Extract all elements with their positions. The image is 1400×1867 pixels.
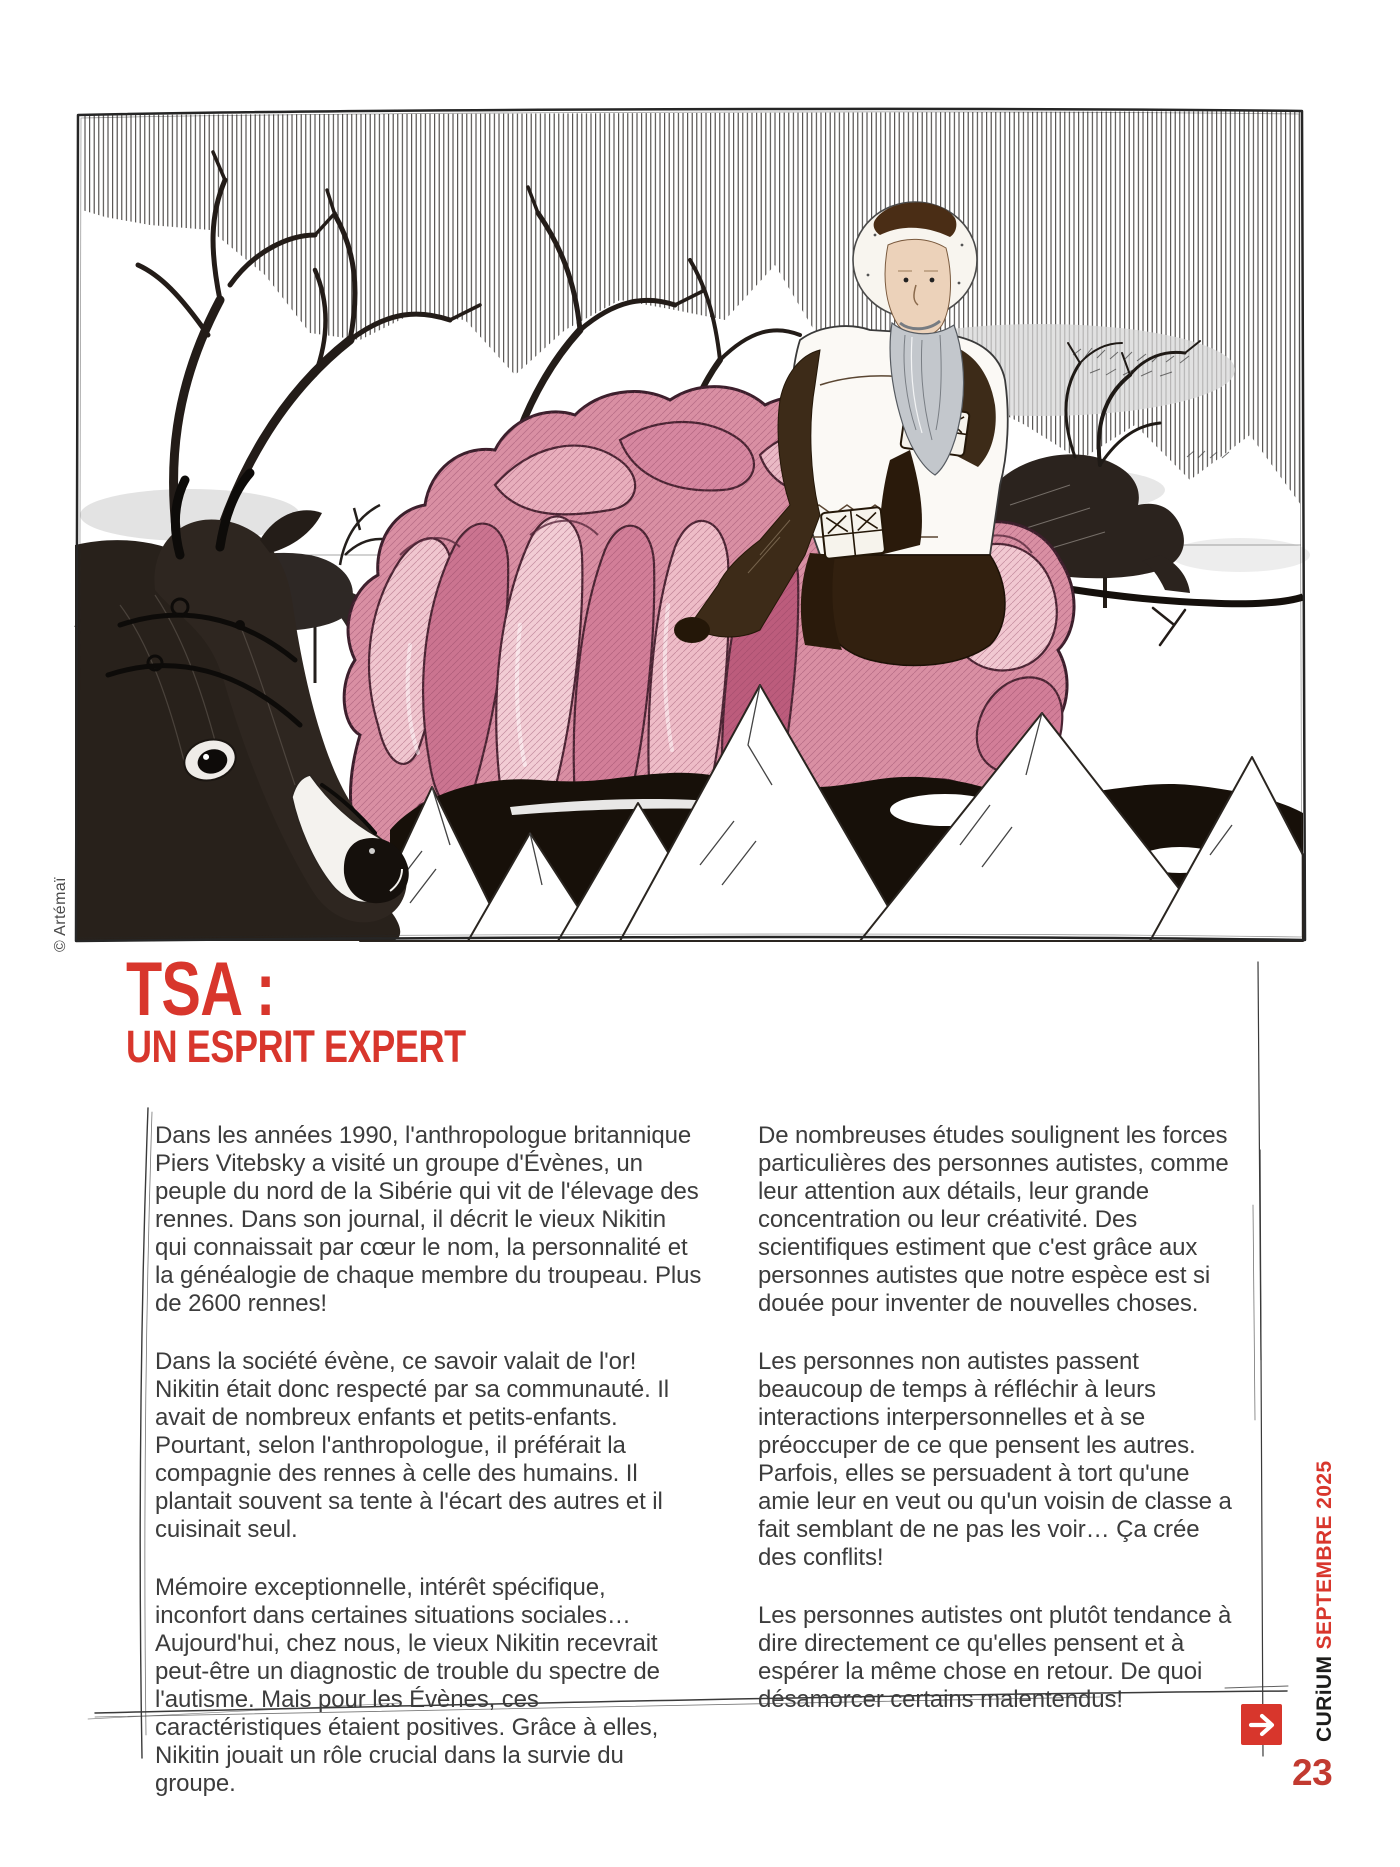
next-page-arrow-button[interactable] — [1241, 1704, 1282, 1745]
article-title-line2: UN ESPRIT EXPERT — [126, 1021, 466, 1072]
article-title-line1: TSA : — [126, 947, 275, 1032]
body-paragraph: Les personnes autistes ont plutôt tendance à dire directement ce qu'elles pensent et à espérer la même chose en retour. De quoi désamorcer certains malentendus! — [758, 1602, 1232, 1713]
footer-issue-date: SEPTEMBRE 2025 — [1313, 1460, 1336, 1650]
arrow-right-icon — [1248, 1713, 1276, 1737]
body-paragraph: Mémoire exceptionnelle, intérêt spécifique, inconfort dans certaines situations sociales… Aujourd'hui, chez nous, le vieux Nikitin recevrait peut-être un diagnostic de trouble du spectre de l'autisme. Mais pour les Évènes, ces caractéristiques étaient positives. Grâce à elles, Nikitin jouait un rôle crucial dans la survie du groupe. — [155, 1574, 660, 1797]
right-column — [758, 1122, 1242, 1744]
illustration-credit: © Artémaï — [52, 877, 69, 952]
footer-magazine-issue — [1313, 1461, 1337, 1742]
body-paragraph: Dans les années 1990, l'anthropologue britannique Piers Vitebsky a visité un groupe d'Évènes, un peuple du nord de la Sibérie qui vit de l'élevage des rennes. Dans son journal, il décrit le vieux Nikitin qui connaissait par cœur le nom, la personnalité et la généalogie de chaque membre du troupeau. Plus de 2600 rennes! — [155, 1122, 702, 1317]
illustration — [60, 85, 1320, 955]
left-column — [155, 1122, 703, 1828]
body-paragraph: De nombreuses études soulignent les forces particulières des personnes autistes, comme leur attention aux détails, leur grande concentration ou leur créativité. Des scientifiques estiment que c'est grâce aux personnes autistes que notre espèce est si douée pour inventer de nouvelles choses. — [758, 1122, 1229, 1317]
body-paragraph: Les personnes non autistes passent beaucoup de temps à réfléchir à leurs interactions interpersonnelles et à se préoccuper de ce que pensent les autres. Parfois, elles se persuadent à tort qu'une amie leur en veut ou qu'un voisin de classe a fait semblant de ne pas les voir… Ça crée des conflits! — [758, 1348, 1232, 1571]
body-paragraph: Dans la société évène, ce savoir valait de l'or! Nikitin était donc respecté par sa communauté. Il avait de nombreux enfants et petits-enfants. Pourtant, selon l'anthropologue, il préférait la compagnie des rennes à celle des humains. Il plantait souvent sa tente à l'écart des autres et il cuisinait seul. — [155, 1348, 670, 1543]
page-number: 23 — [1292, 1752, 1333, 1793]
footer-magazine-name: CURiUM — [1313, 1655, 1336, 1742]
